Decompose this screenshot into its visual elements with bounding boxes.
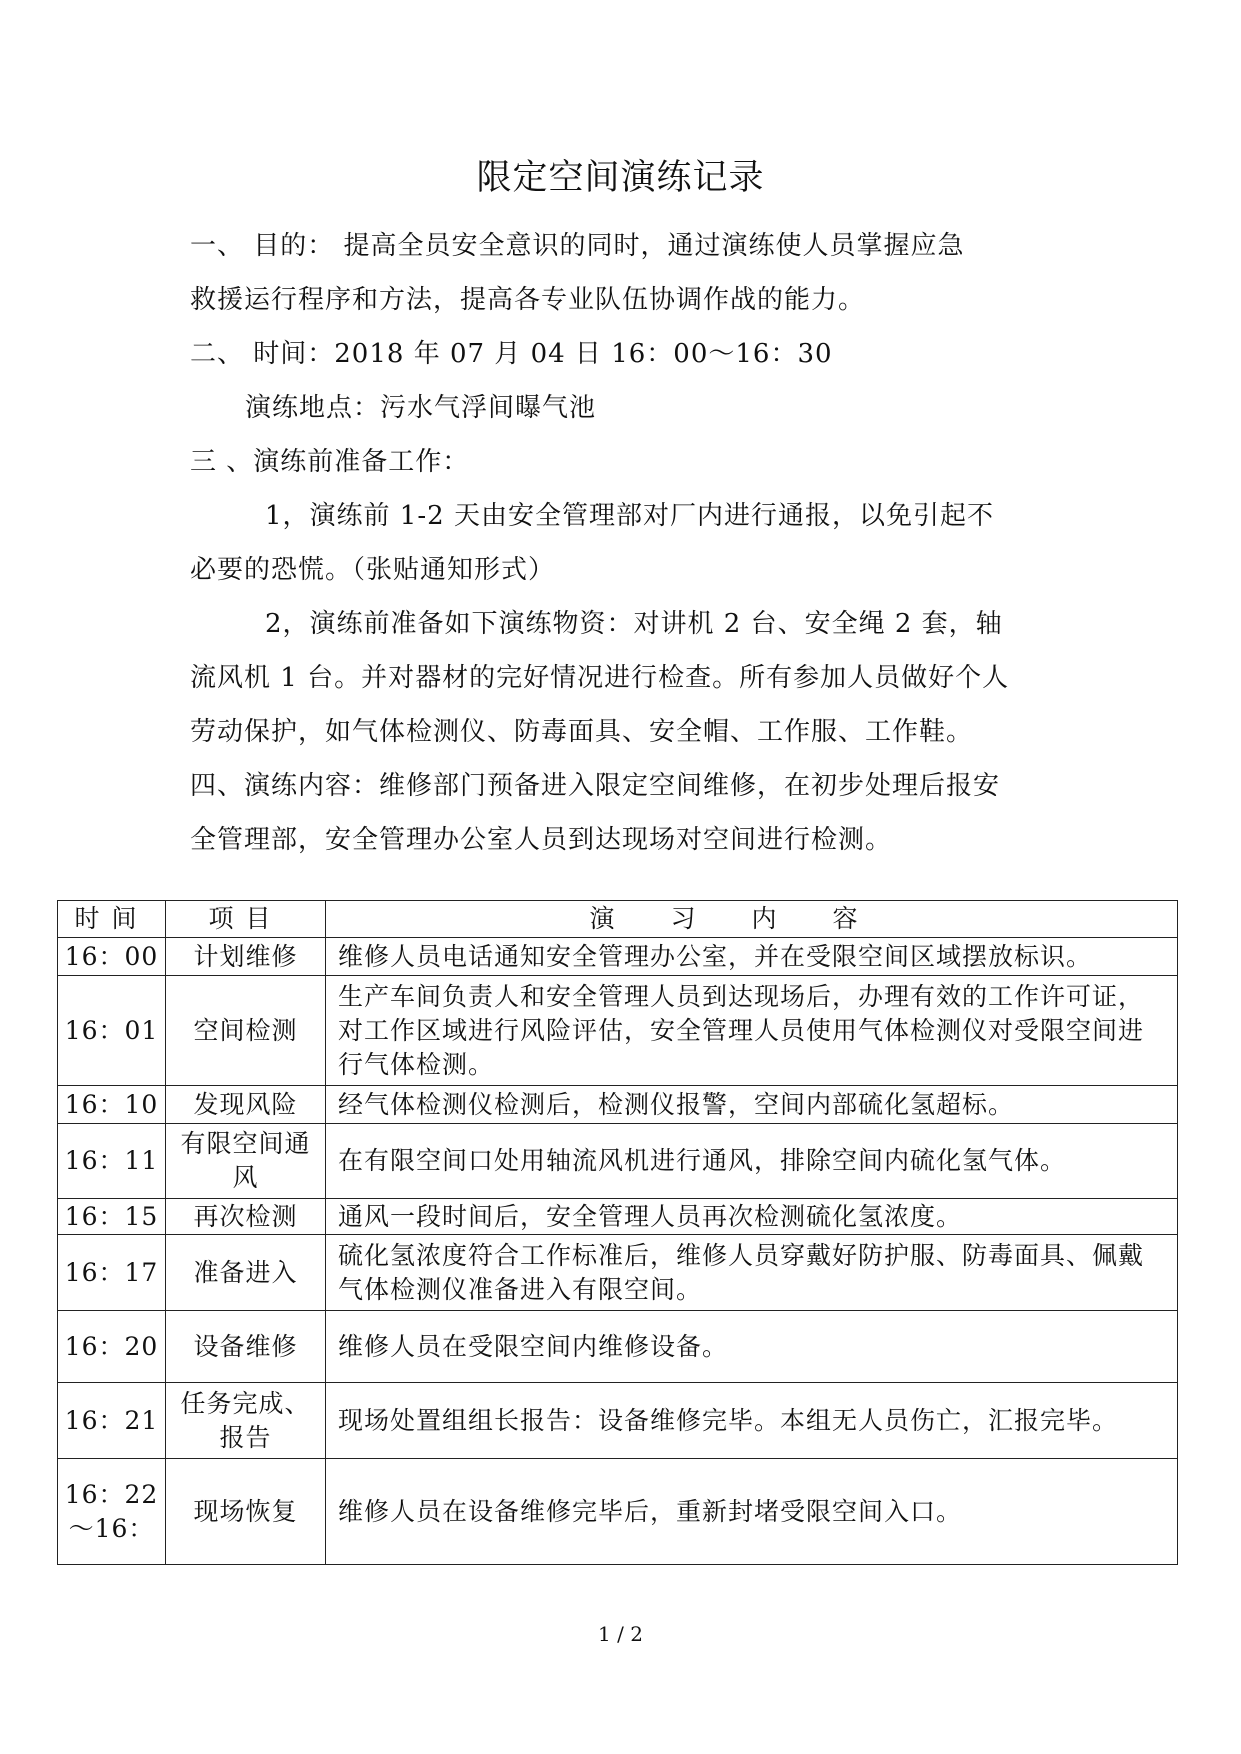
header-content: 演习内容: [326, 901, 1178, 938]
row-item: 再次检测: [166, 1199, 326, 1235]
row-item: 设备维修: [166, 1311, 326, 1383]
prep-item-1-line-1: 1，演练前 1-2 天由安全管理部对厂内进行通报，以免引起不: [265, 501, 994, 531]
table-row: [58, 1086, 1178, 1124]
row-content: 维修人员在设备维修完毕后，重新封堵受限空间入口。: [326, 1459, 1178, 1565]
prep-item-1-line-2: 必要的恐慌。（张贴通知形式）: [190, 555, 556, 585]
row-item: 有限空间通风: [166, 1124, 326, 1199]
row-time: 16：20: [58, 1311, 166, 1383]
table-row: [58, 1459, 1178, 1565]
table-row: [58, 1124, 1178, 1199]
time-line: 二、 时间：2018 年 07 月 04 日 16：00～16：30: [190, 339, 833, 369]
prep-item-2-line-1: 2，演练前准备如下演练物资：对讲机 2 台、安全绳 2 套，轴: [265, 609, 1003, 639]
row-time: 16：00: [58, 938, 166, 976]
row-content: 经气体检测仪检测后，检测仪报警，空间内部硫化氢超标。: [326, 1086, 1178, 1124]
location-line: 演练地点：污水气浮间曝气池: [245, 393, 597, 423]
row-item: 现场恢复: [166, 1459, 326, 1565]
row-content: 维修人员电话通知安全管理办公室，并在受限空间区域摆放标识。: [326, 938, 1178, 976]
prep-item-2-line-3: 劳动保护，如气体检测仪、防毒面具、安全帽、工作服、工作鞋。: [190, 717, 974, 747]
row-content: 在有限空间口处用轴流风机进行通风，排除空间内硫化氢气体。: [326, 1124, 1178, 1199]
prep-heading: 三 、演练前准备工作：: [190, 447, 470, 477]
drill-schedule-table: [57, 900, 1178, 1565]
row-time: 16：22～16：: [58, 1459, 166, 1565]
table-header-row: [58, 901, 1178, 938]
content-line-2: 全管理部，安全管理办公室人员到达现场对空间进行检测。: [190, 825, 893, 855]
row-time: 16：15: [58, 1199, 166, 1235]
row-content: 维修人员在受限空间内维修设备。: [326, 1311, 1178, 1383]
row-item: 发现风险: [166, 1086, 326, 1124]
table-row: [58, 1199, 1178, 1235]
page-title: 限定空间演练记录: [476, 158, 765, 198]
row-time: 16：11: [58, 1124, 166, 1199]
prep-item-2-line-2: 流风机 1 台。并对器材的完好情况进行检查。所有参加人员做好个人: [190, 663, 1010, 693]
row-time: 16：21: [58, 1383, 166, 1459]
row-content: 硫化氢浓度符合工作标准后，维修人员穿戴好防护服、防毒面具、佩戴气体检测仪准备进入有限空间。: [326, 1235, 1178, 1311]
table-row: [58, 976, 1178, 1086]
row-item: 任务完成、报告: [166, 1383, 326, 1459]
table-row: [58, 938, 1178, 976]
row-time: 16：01: [58, 976, 166, 1086]
page-number: 1 / 2: [598, 1622, 643, 1646]
header-time: 时间: [58, 901, 166, 938]
table-row: [58, 1311, 1178, 1383]
row-time: 16：17: [58, 1235, 166, 1311]
row-content: 现场处置组组长报告：设备维修完毕。本组无人员伤亡，汇报完毕。: [326, 1383, 1178, 1459]
row-item: 空间检测: [166, 976, 326, 1086]
table-row: [58, 1383, 1178, 1459]
purpose-line-1: 一、 目的： 提高全员安全意识的同时，通过演练使人员掌握应急: [190, 231, 965, 261]
content-line-1: 四、演练内容：维修部门预备进入限定空间维修，在初步处理后报安: [190, 771, 1001, 801]
row-content: 通风一段时间后，安全管理人员再次检测硫化氢浓度。: [326, 1199, 1178, 1235]
row-content: 生产车间负责人和安全管理人员到达现场后，办理有效的工作许可证，对工作区域进行风险评估，安全管理人员使用气体检测仪对受限空间进行气体检测。: [326, 976, 1178, 1086]
row-item: 准备进入: [166, 1235, 326, 1311]
table-row: [58, 1235, 1178, 1311]
row-time: 16：10: [58, 1086, 166, 1124]
row-item: 计划维修: [166, 938, 326, 976]
header-item: 项目: [166, 901, 326, 938]
purpose-line-2: 救援运行程序和方法，提高各专业队伍协调作战的能力。: [190, 285, 866, 315]
